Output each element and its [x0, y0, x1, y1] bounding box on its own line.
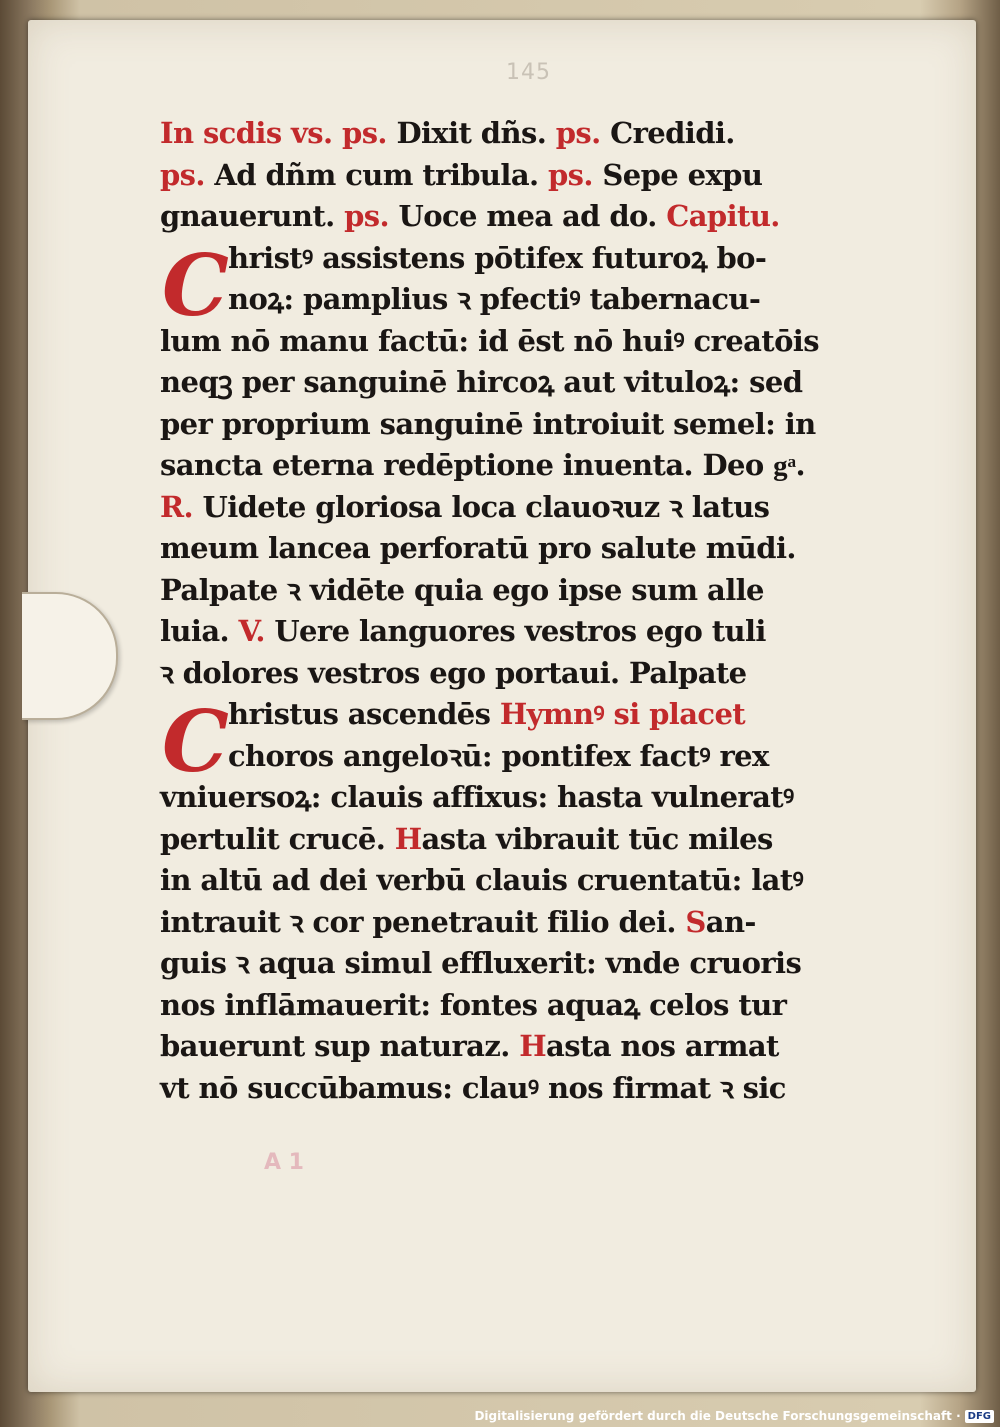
body-text: hristus ascendēs	[228, 697, 500, 731]
rubric-text: ps.	[555, 116, 611, 150]
text-line	[160, 736, 860, 778]
text-line	[160, 362, 860, 404]
body-text: asta nos armat	[546, 1029, 779, 1063]
text-line	[160, 902, 860, 944]
text-line	[160, 155, 860, 197]
body-text: luia.	[160, 614, 239, 648]
rubric-text: ps.	[344, 199, 399, 233]
body-text: asta vibrauit tūc miles	[421, 821, 773, 856]
body-text: pertulit crucē.	[160, 821, 395, 856]
text-line	[160, 238, 860, 280]
text-line	[160, 321, 860, 363]
initial-letter-2: C	[162, 692, 229, 791]
body-text: vniuersoꝝ: clauis affixus: hasta vulneratꝰ	[160, 780, 794, 814]
library-stamp: A 1	[264, 1150, 304, 1175]
text-line	[160, 653, 860, 695]
text-line	[160, 570, 860, 612]
rubric-text: ps.	[160, 157, 215, 192]
rubric-text: V.	[238, 614, 275, 648]
body-text: noꝝ: pamplius ꝛ pfectiꝰ tabernacu-	[228, 282, 761, 316]
text-block	[160, 113, 860, 1109]
text-line	[160, 611, 860, 653]
body-text: choros angeloꝛū: pontifex factꝰ rex	[228, 738, 769, 773]
body-text: Dixit dñs.	[396, 116, 556, 150]
body-text: Palpate ꝛ vidēte quia ego ipse sum alle	[160, 572, 764, 607]
rubric-text: Hymnꝰ si placet	[499, 697, 746, 731]
dfg-logo: DFG	[965, 1410, 994, 1423]
body-text: gnauerunt.	[160, 199, 345, 233]
initial-letter-1: C	[162, 236, 229, 335]
text-line	[160, 404, 860, 446]
body-text: Credidi.	[610, 116, 735, 150]
text-line	[160, 113, 860, 155]
body-text: an-	[705, 904, 756, 939]
text-line	[160, 819, 860, 861]
body-text: Ad dñm cum tribula.	[214, 157, 548, 192]
body-text: lum nō manu factū: id ēst nō huiꝰ creatōis	[160, 323, 819, 358]
text-line	[160, 196, 860, 238]
credit-text: Digitalisierung gefördert durch die Deutsche Forschungsgemeinschaft ·	[474, 1409, 961, 1423]
body-text: intrauit ꝛ cor penetrauit filio dei.	[160, 904, 686, 939]
rubric-text: ps.	[342, 116, 397, 150]
text-line	[160, 487, 860, 529]
text-line	[160, 694, 860, 736]
text-line	[160, 777, 860, 819]
body-text: hristꝰ assistens pōtifex futuroꝝ bo-	[228, 240, 767, 275]
body-text: per proprium sanguinē introiuit semel: in	[160, 406, 816, 441]
rubric-text: S	[685, 904, 706, 939]
body-text: sancta eterna redēptione inuenta. Deo gͣ.	[160, 448, 806, 482]
folio-number: 145	[506, 60, 551, 85]
rubric-text: H	[394, 821, 422, 856]
body-text: ꝛ dolores vestros ego portaui. Palpate	[160, 655, 747, 690]
body-text: nos inflāmauerit: fontes aquaꝝ celos tur	[160, 987, 787, 1022]
body-text: Uoce mea ad do.	[398, 199, 667, 233]
rubric-text: Capitu.	[666, 199, 780, 233]
text-line	[160, 279, 860, 321]
rubric-text: H	[519, 1029, 547, 1063]
text-line	[160, 985, 860, 1027]
body-text: Uidete gloriosa loca clauoꝛuz ꝛ latus	[202, 489, 770, 524]
body-text: guis ꝛ aqua simul effluxerit: vnde cruoris	[160, 946, 802, 980]
text-line	[160, 1026, 860, 1068]
body-text: bauerunt sup naturaz.	[160, 1029, 520, 1063]
rubric-text: ps.	[548, 157, 603, 192]
body-text: meum lancea perforatū pro salute mūdi.	[160, 531, 796, 565]
text-line	[160, 860, 860, 902]
page-tab[interactable]	[22, 592, 118, 720]
rubric-text: In scdis vs.	[160, 116, 343, 150]
rubric-text: R.	[160, 489, 203, 524]
text-line	[160, 943, 860, 985]
body-text: Sepe expu	[602, 157, 763, 192]
body-text: vt nō succūbamus: clauꝰ nos firmat ꝛ sic	[160, 1070, 786, 1105]
body-text: Uere languores vestros ego tuli	[274, 614, 766, 648]
body-text: in altū ad dei verbū clauis cruentatū: latꝰ	[160, 863, 804, 897]
text-line	[160, 528, 860, 570]
body-text: neqꝫ per sanguinē hircoꝝ aut vituloꝝ: sed	[160, 365, 803, 399]
text-line	[160, 1068, 860, 1110]
digitization-credit	[474, 1409, 994, 1423]
text-line	[160, 445, 860, 487]
